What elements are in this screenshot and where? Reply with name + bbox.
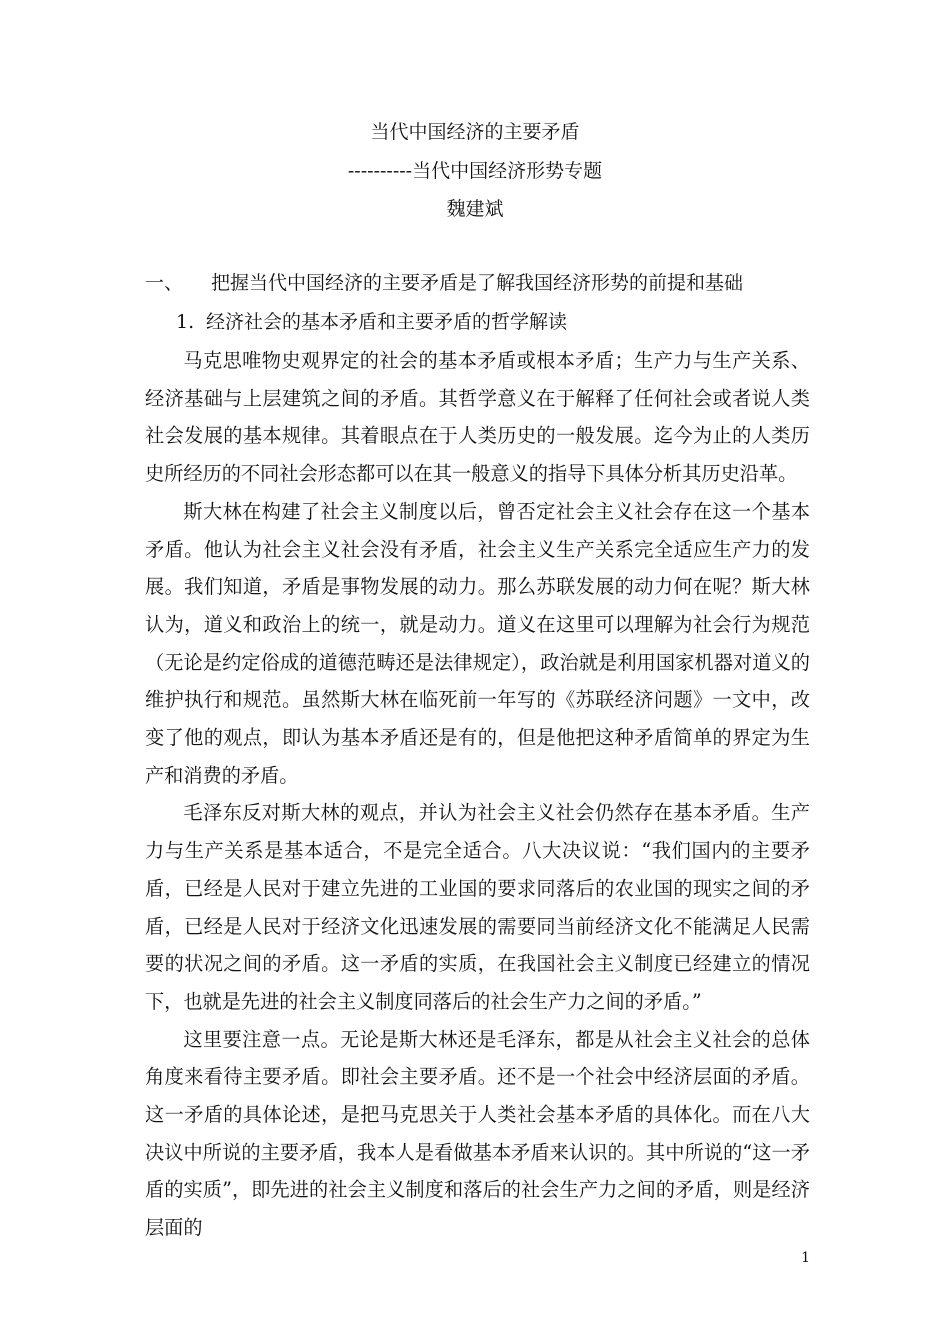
- section-heading-text: 把握当代中国经济的主要矛盾是了解我国经济形势的前提和基础: [211, 272, 744, 294]
- section-heading: [145, 272, 825, 294]
- subsection-number: 1.: [176, 311, 195, 333]
- section-number: 一、: [145, 272, 184, 294]
- body-text: [145, 342, 810, 1247]
- document-author: 魏建斌: [446, 198, 504, 220]
- paragraph: 毛泽东反对斯大林的观点，并认为社会主义社会仍然存在基本矛盾。生产力与生产关系是基本适合，不是完全适合。八大决议说：“我们国内的主要矛盾，已经是人民对于建立先进的工业国的要求同落后的农业国的现实之间的矛盾，已经是人民对于经济文化迅速发展的需要同当前经济文化不能满足人民需要的状况之间的矛盾。这一矛盾的实质，在我国社会主义制度已经建立的情况下，也就是先进的社会主义制度同落后的社会生产力之间的矛盾。”: [145, 801, 810, 1013]
- paragraph: 这里要注意一点。无论是斯大林还是毛泽东，都是从社会主义社会的总体角度来看待主要矛盾。即社会主要矛盾。还不是一个社会中经济层面的矛盾。这一矛盾的具体论述，是把马克思关于人类社会基本矛盾的具体化。而在八大决议中所说的主要矛盾，我本人是看做基本矛盾来认识的。其中所说的“这一矛盾的实质”，即先进的社会主义制度和落后的社会生产力之间的矛盾，则是经济层面的: [145, 1027, 810, 1240]
- paragraph: 斯大林在构建了社会主义制度以后，曾否定社会主义社会存在这一个基本矛盾。他认为社会主义社会没有矛盾，社会主义生产关系完全适应生产力的发展。我们知道，矛盾是事物发展的动力。那么苏联发展的动力何在呢？斯大林认为，道义和政治上的统一，就是动力。道义在这里可以理解为社会行为规范（无论是约定俗成的道德范畴还是法律规定），政治就是利用国家机器对道义的维护执行和规范。虽然斯大林在临死前一年写的《苏联经济问题》一文中，改变了他的观点，即认为基本矛盾还是有的，但是他把这种矛盾简单的界定为生产和消费的矛盾。: [145, 499, 810, 787]
- page-number: 1: [801, 1250, 810, 1266]
- document-subtitle: ----------当代中国经济形势专题: [347, 160, 603, 182]
- paragraph: 马克思唯物史观界定的社会的基本矛盾或根本矛盾；生产力与生产关系、经济基础与上层建筑之间的矛盾。其哲学意义在于解释了任何社会或者说人类社会发展的基本规律。其着眼点在于人类历史的一般发展。迄今为止的人类历史所经历的不同社会形态都可以在其一般意义的指导下具体分析其历史沿革。: [145, 349, 810, 486]
- subsection-heading: [176, 311, 816, 333]
- document-title: 当代中国经济的主要矛盾: [370, 121, 580, 143]
- subsection-heading-text: 经济社会的基本矛盾和主要矛盾的哲学解读: [206, 311, 568, 333]
